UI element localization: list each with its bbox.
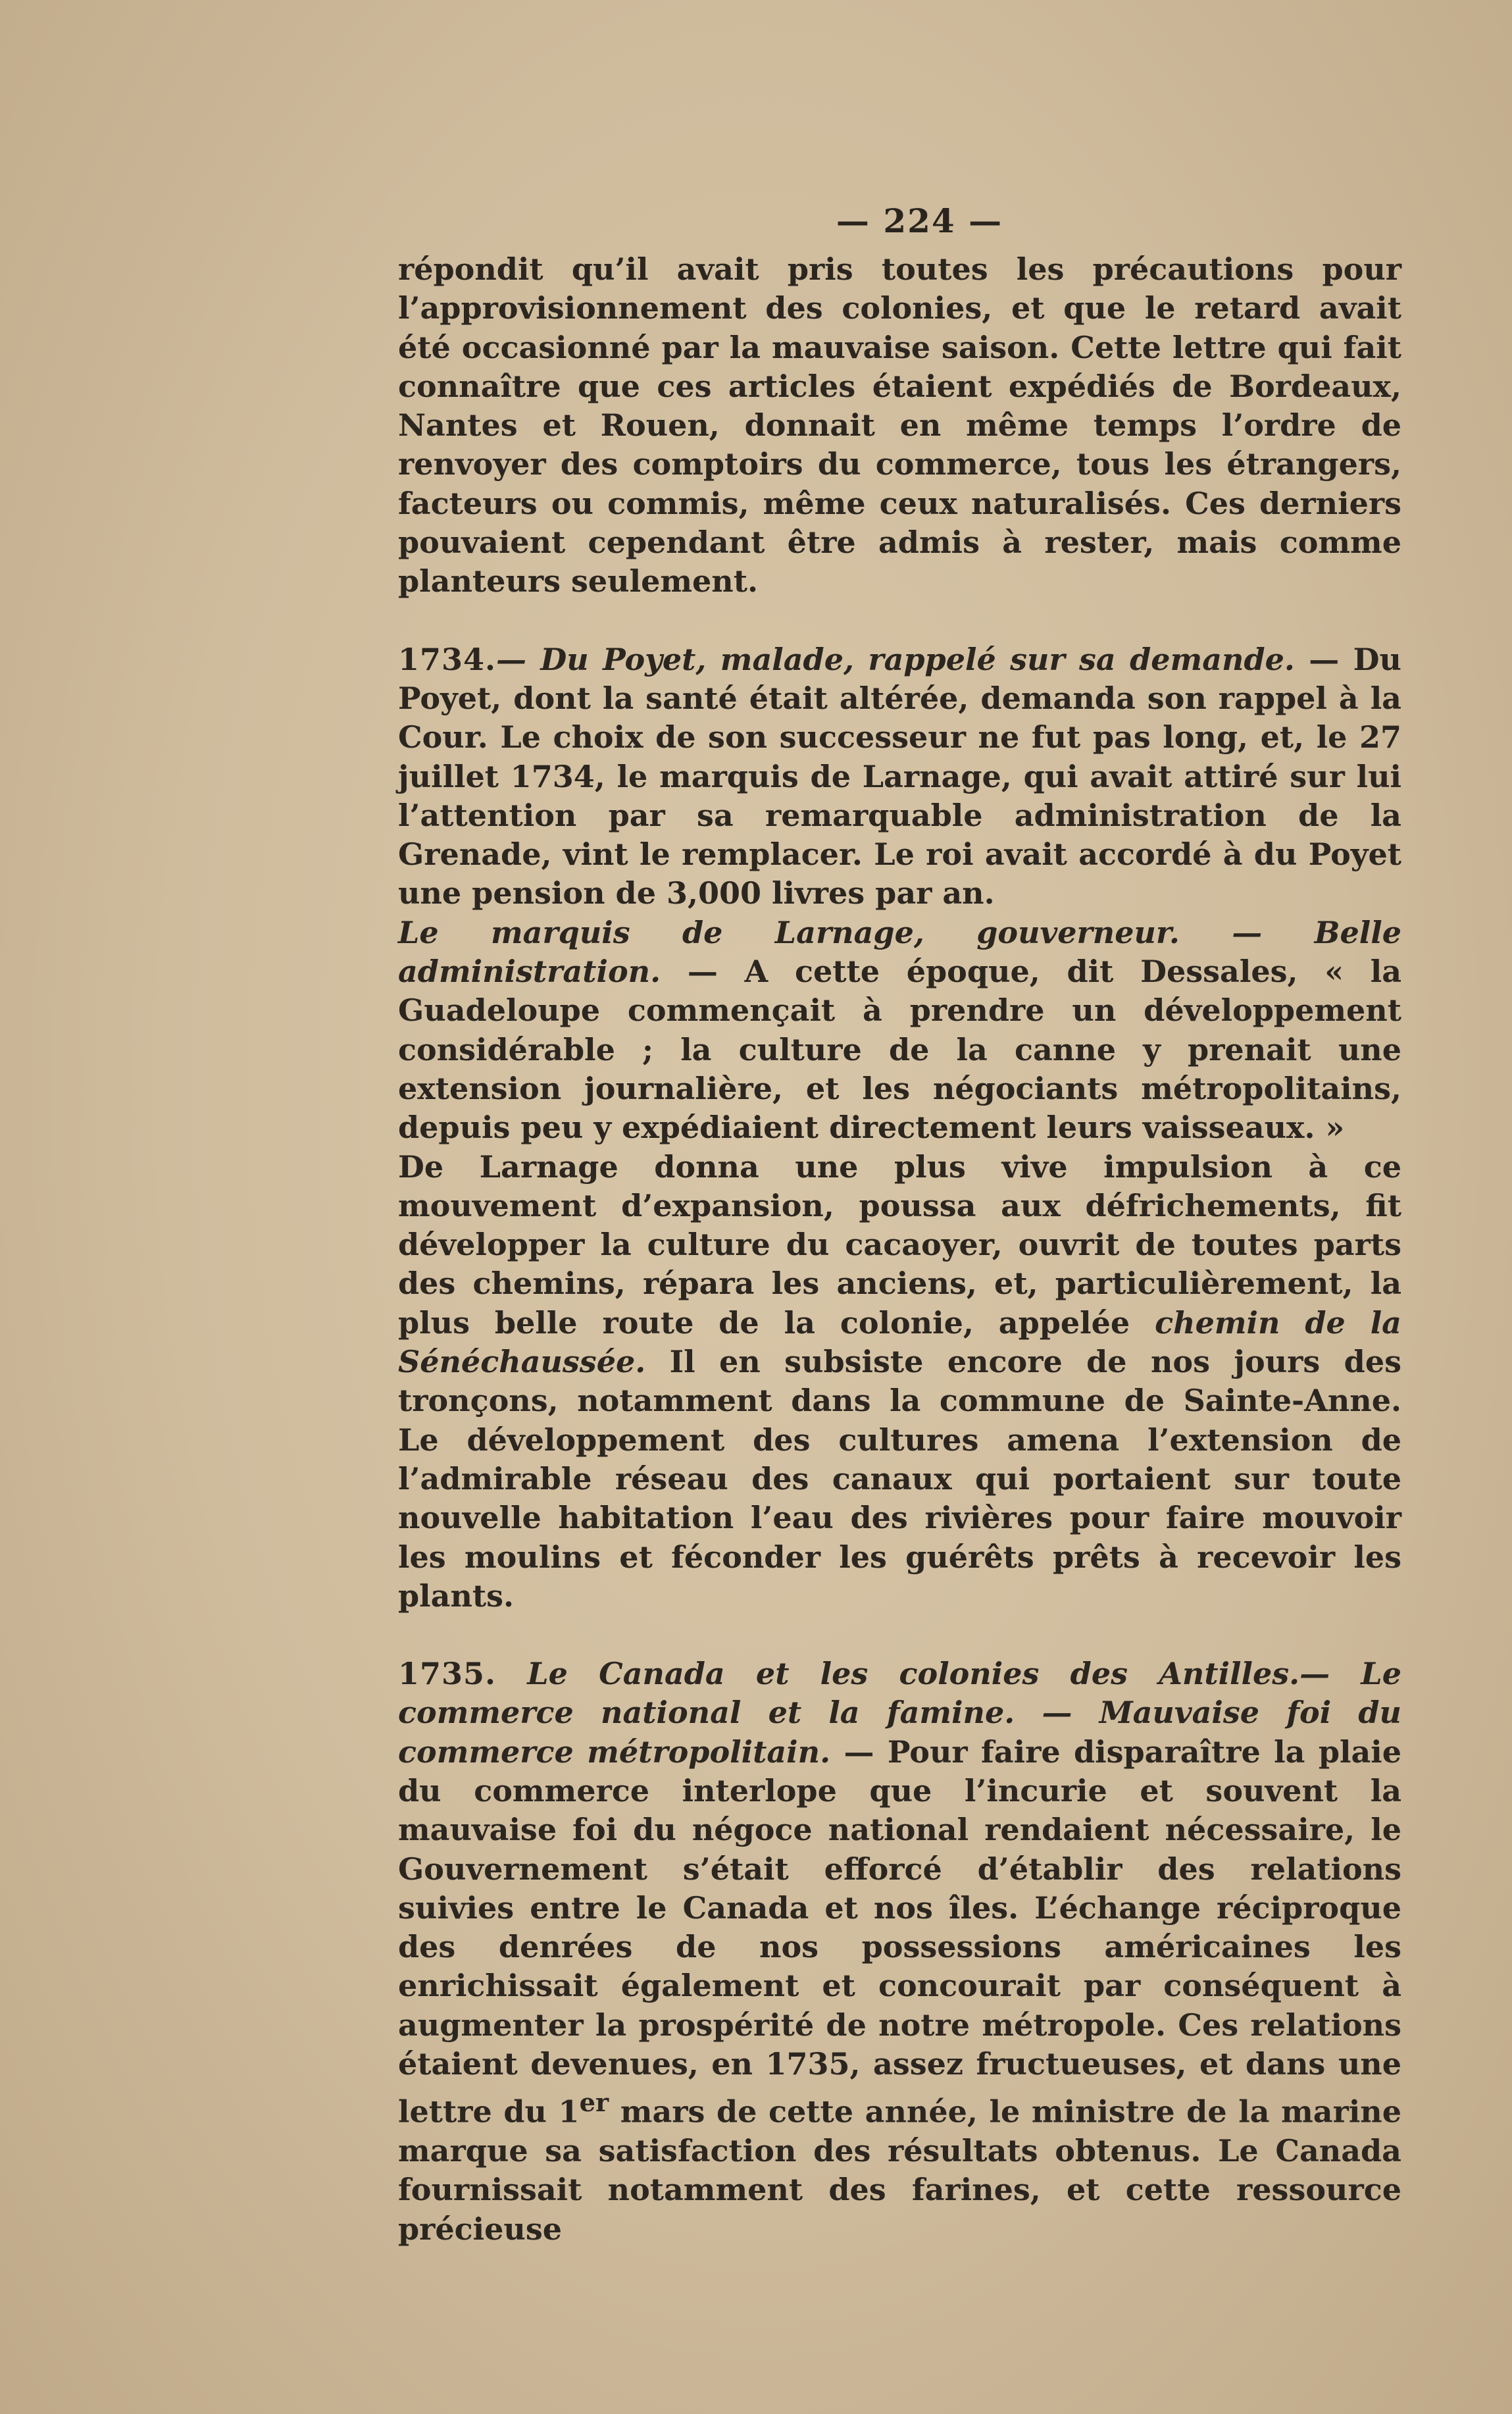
- paragraph-larnage: [398, 913, 1401, 1148]
- paragraph-text: — A cette époque, dit Dessales, « la Guadeloupe commençait à prendre un développement considérable ; la culture de la canne y prenait une extension journalière, et les négociants métropolitains, depuis peu y expédiaient directement leurs vaisseaux. »: [398, 954, 1401, 1146]
- paragraph-text: — Pour faire disparaître la plaie du commerce interlope que l’incurie et souvent la mauvaise foi du négoce national rendaient nécessaire, le Gouvernement s’était efforcé d’établir des relations suivies entre le Canada et nos îles. L’échange réciproque des denrées de nos possessions américaines les enrichissait également et concourait par conséquent à augmenter la prospérité de notre métropole. Ces relations étaient devenues, en 1735, assez fructueuses, et dans une lettre du 1: [398, 1733, 1402, 2130]
- section-heading-larnage: Le marquis de Larnage, gouverneur. — Belle administration.: [398, 914, 1401, 990]
- paragraph-text: Il en subsiste encore de nos jours des tronçons, notamment dans la commune de Sainte-Anne. Le développement des cultures amena l’extension de l’admirable réseau des canaux qui portaient sur toute nouvelle habitation l’eau des rivières pour faire mouvoir les moulins et féconder les guérêts prêts à recevoir les plants.: [398, 1344, 1402, 1614]
- italic-road-name: chemin de la Sénéchaussée.: [398, 1304, 1401, 1380]
- paragraph-1734: [398, 640, 1401, 913]
- page-number: — 224 —: [836, 201, 1003, 240]
- paragraph-text: — Du Poyet, dont la santé était altérée, demanda son rappel à la Cour. Le choix de son successeur ne fut pas long, et, le 27 juillet 1734, le marquis de Larnage, qui avait attiré sur lui l’attention par sa remarquable administration de la Grenade, vint le remplacer. Le roi avait accordé à du Poyet une pension de 3,000 livres par an.: [398, 641, 1401, 912]
- paragraph-gap: [398, 602, 1401, 640]
- paragraph-text: mars de cette année, le ministre de la marine marque sa satisfaction des résultats obtenus. Le Canada fournissait notamment des farines, et cette ressource précieuse: [398, 2093, 1402, 2247]
- page-content: [398, 197, 1401, 2249]
- superscript-er: er: [579, 2088, 609, 2119]
- section-heading-canada: Le Canada et les colonies des Antilles.— Le commerce national et la famine. — Mauvaise foi du commerce métropolitain.: [398, 1656, 1402, 1770]
- year-1734: 1734.: [398, 641, 497, 677]
- paragraph-gap: [398, 1616, 1401, 1655]
- paragraph-1735: [398, 1655, 1401, 2249]
- paragraph-text: De Larnage donna une plus vive impulsion à ce mouvement d’expansion, poussa aux défrichements, fit développer la culture du cacaoyer, ouvrit de toutes parts des chemins, répara les anciens, et, particulièrement, la plus belle route de la colonie, appelée: [398, 1148, 1401, 1341]
- year-1735: 1735.: [398, 1656, 497, 1692]
- paragraph-development: [398, 1148, 1401, 1616]
- section-heading-du-poyet: — Du Poyet, malade, rappelé sur sa demande.: [496, 641, 1295, 677]
- paragraph-intro: [398, 250, 1401, 602]
- paragraph-text: répondit qu’il avait pris toutes les précautions pour l’approvisionnement des colonies, et que le retard avait été occasionné par la mauvaise saison. Cette lettre qui fait connaître que ces articles étaient expédiés de Bordeaux, Nantes et Rouen, donnait en même temps l’ordre de renvoyer des comptoirs du commerce, tous les étrangers, facteurs ou commis, même ceux naturalisés. Ces derniers pouvaient cependant être admis à rester, mais comme planteurs seulement.: [398, 251, 1401, 600]
